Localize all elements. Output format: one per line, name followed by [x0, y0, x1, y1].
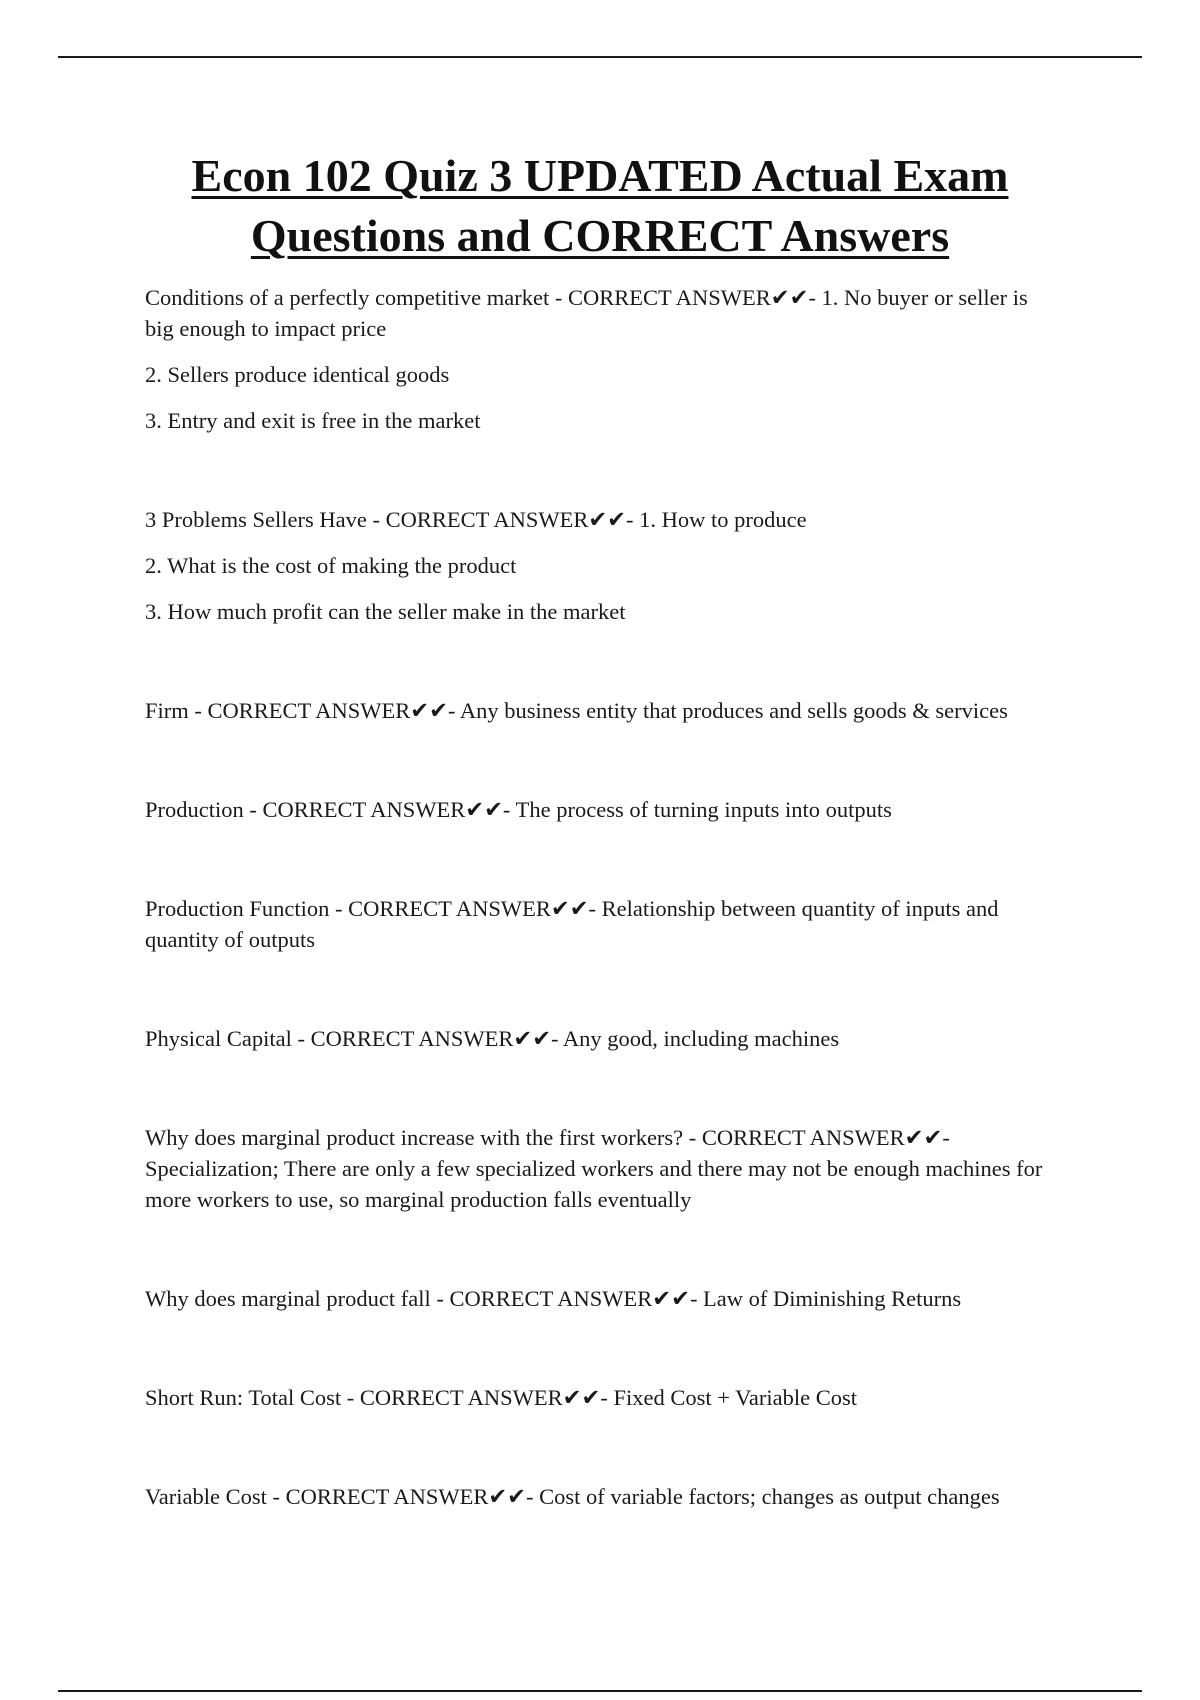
qa-entry — [145, 1382, 1045, 1413]
qa-text: Physical Capital - CORRECT ANSWER✔✔- Any good, including machines — [145, 1026, 840, 1051]
qa-text: 2. Sellers produce identical goods — [145, 362, 450, 387]
qa-text: 3 Problems Sellers Have - CORRECT ANSWER✔✔- 1. How to produce — [145, 507, 807, 532]
qa-text: Production Function - CORRECT ANSWER✔✔- Relationship between quantity of inputs and quantity of outputs — [145, 896, 999, 952]
qa-entry — [145, 794, 1045, 825]
qa-text: Why does marginal product increase with the first workers? - CORRECT ANSWER✔✔- Specialization; There are only a few specialized workers and there may not be enough machines for more workers to use, so marginal production falls eventually — [145, 1125, 1043, 1212]
qa-entry — [145, 1481, 1045, 1512]
title-line-1: Econ 102 Quiz 3 UPDATED Actual Exam — [191, 150, 1009, 201]
qa-entry — [145, 1283, 1045, 1314]
qa-entry — [145, 1122, 1045, 1215]
qa-text: Production - CORRECT ANSWER✔✔- The process of turning inputs into outputs — [145, 797, 892, 822]
qa-text: Short Run: Total Cost - CORRECT ANSWER✔✔- Fixed Cost + Variable Cost — [145, 1385, 857, 1410]
page-title — [100, 146, 1100, 266]
qa-text: Variable Cost - CORRECT ANSWER✔✔- Cost of variable factors; changes as output changes — [145, 1484, 1000, 1509]
top-rule — [58, 56, 1142, 58]
qa-text: 3. Entry and exit is free in the market — [145, 408, 481, 433]
qa-entry — [145, 282, 1045, 436]
qa-text: Firm - CORRECT ANSWER✔✔- Any business entity that produces and sells goods & services — [145, 698, 1008, 723]
qa-entry — [145, 504, 1045, 627]
qa-text: Why does marginal product fall - CORRECT ANSWER✔✔- Law of Diminishing Returns — [145, 1286, 962, 1311]
bottom-rule — [58, 1690, 1142, 1692]
qa-entry — [145, 893, 1045, 955]
qa-text: 3. How much profit can the seller make in the market — [145, 599, 626, 624]
qa-entry — [145, 695, 1045, 726]
qa-list — [145, 282, 1045, 1580]
qa-text: Conditions of a perfectly competitive market - CORRECT ANSWER✔✔- 1. No buyer or seller is big enough to impact price — [145, 285, 1028, 341]
title-line-2: Questions and CORRECT Answers — [250, 210, 950, 261]
qa-entry — [145, 1023, 1045, 1054]
qa-text: 2. What is the cost of making the product — [145, 553, 517, 578]
